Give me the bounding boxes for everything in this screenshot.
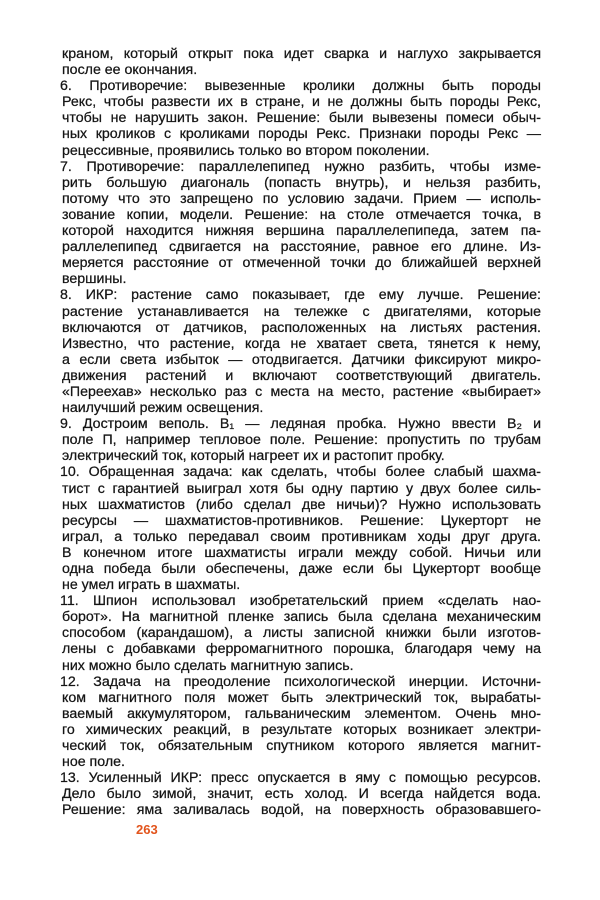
text-line: В конечном итоге шахматисты играли между собой. Ничьи или: [62, 544, 541, 561]
text-line: ваемый аккумулятором, гальваническим элементом. Очень мно-: [62, 705, 541, 722]
paragraph: [62, 770, 541, 818]
paragraph: [62, 674, 541, 771]
text-line: растение устанавливается на тележке с двигателями, которые: [62, 303, 541, 320]
text-line: «Переехав» несколько раз с места на место, растение «выбирает»: [62, 383, 541, 400]
text-line: раллелепипед сдвигается на расстояние, равное его длине. Из-: [62, 239, 541, 256]
paragraph: [62, 159, 541, 288]
text-line: не умел играть в шахматы.: [62, 577, 241, 594]
text-line: потому что это запрещено по условию задачи. Прием — исполь-: [62, 190, 541, 207]
text-line: поле П, например тепловое поле. Решение: пропустить по трубам: [62, 432, 541, 449]
text-line: Решение: яма заливалась водой, на поверхность образовавшего-: [62, 802, 541, 819]
text-line: ресурсы — шахматистов-противников. Решение: Цукерторт не: [62, 512, 541, 529]
text-line: после ее окончания.: [62, 62, 198, 79]
text-line: которой находится нижняя вершина параллелепипеда, затем па-: [62, 223, 541, 240]
text-line: рецессивные, проявились только во втором поколении.: [62, 142, 430, 159]
text-line: вершины.: [62, 271, 127, 288]
text-line: зование копии, модели. Решение: на столе отмечается точка, в: [62, 206, 541, 223]
text-line: го химических реакций, в результате которых возникает электри-: [62, 721, 541, 738]
text-line: рить большую диагональ (попасть внутрь), и нельзя разбить,: [62, 174, 541, 191]
text-line: 13. Усиленный ИКР: пресс опускается в яму с помощью ресурсов.: [60, 770, 541, 787]
text-line: 6. Противоречие: вывезенные кролики должны быть породы: [60, 78, 541, 95]
text-line: 9. Достроим веполь. B₁ — ледяная пробка. Нужно ввести B₂ и: [60, 416, 541, 433]
text-line: ное поле.: [62, 754, 125, 771]
text-line: ных кроликов с кроликами породы Рекс. Признаки породы Рекс —: [62, 126, 541, 143]
text-line: тист с гарантией выиграл хотя бы одну партию у двух более силь-: [62, 480, 541, 497]
text-line: включаются от датчиков, расположенных на листьях растения.: [62, 319, 541, 336]
text-line: 8. ИКР: растение само показывает, где ему лучше. Решение:: [60, 287, 541, 304]
text-line: наилучший режим освещения.: [62, 400, 264, 417]
paragraph: [62, 46, 541, 78]
text-line: одна победа были обеспечены, даже если бы Цукерторт вообще: [62, 561, 541, 577]
paragraph: [62, 593, 541, 673]
text-line: борот». На магнитной пленке запись была сделана механическим: [62, 609, 541, 626]
text-line: движения растений и включают соответствующий двигатель.: [62, 367, 541, 384]
text-line: них можно было сделать магнитную запись.: [62, 657, 354, 674]
text-line: способом (карандашом), а листы записной книжки были изготов-: [62, 625, 541, 642]
text-line: ных шахматистов (либо сделал две ничьи)? Нужно использовать: [62, 496, 541, 513]
text-line: 12. Задача на преодоление психологической инерции. Источни-: [60, 673, 541, 690]
text-line: 7. Противоречие: параллелепипед нужно разбить, чтобы изме-: [60, 158, 541, 175]
page-body-text: [62, 46, 541, 819]
text-line: ком магнитного поля может быть электрический ток, вырабаты-: [62, 689, 541, 706]
text-line: Дело было зимой, значит, есть холод. И всегда найдется вода.: [62, 786, 541, 803]
paragraph: [62, 416, 541, 464]
text-line: Известно, что растение, когда не хватает света, тянется к нему,: [62, 335, 541, 352]
text-line: меряется расстояние от отмеченной точки до ближайшей верхней: [62, 255, 541, 272]
page-number: 263: [136, 822, 158, 837]
text-line: лены с добавками ферромагнитного порошка, благодаря чему на: [62, 641, 541, 658]
text-line: а если света избыток — отодвигается. Датчики фиксируют микро-: [62, 351, 541, 368]
text-line: 11. Шпион использовал изобретательский прием «сделать нао-: [60, 593, 541, 610]
text-line: электрический ток, который нагреет их и растопит пробку.: [62, 448, 445, 465]
paragraph: [62, 78, 541, 158]
text-line: краном, который открыт пока идет сварка и наглухо закрывается: [62, 46, 541, 62]
text-line: Рекс, чтобы развести их в стране, и не должны быть породы Рекс,: [62, 94, 541, 111]
text-line: ческий ток, обязательным спутником которого является магнит-: [62, 738, 541, 755]
paragraph: [62, 464, 541, 593]
text-line: играл, а только передавал своим противникам ходы друг друга.: [62, 528, 541, 545]
paragraph: [62, 287, 541, 416]
text-line: 10. Обращенная задача: как сделать, чтобы более слабый шахма-: [60, 464, 541, 481]
text-line: чтобы не нарушить закон. Решение: были вывезены помеси обыч-: [62, 110, 541, 127]
